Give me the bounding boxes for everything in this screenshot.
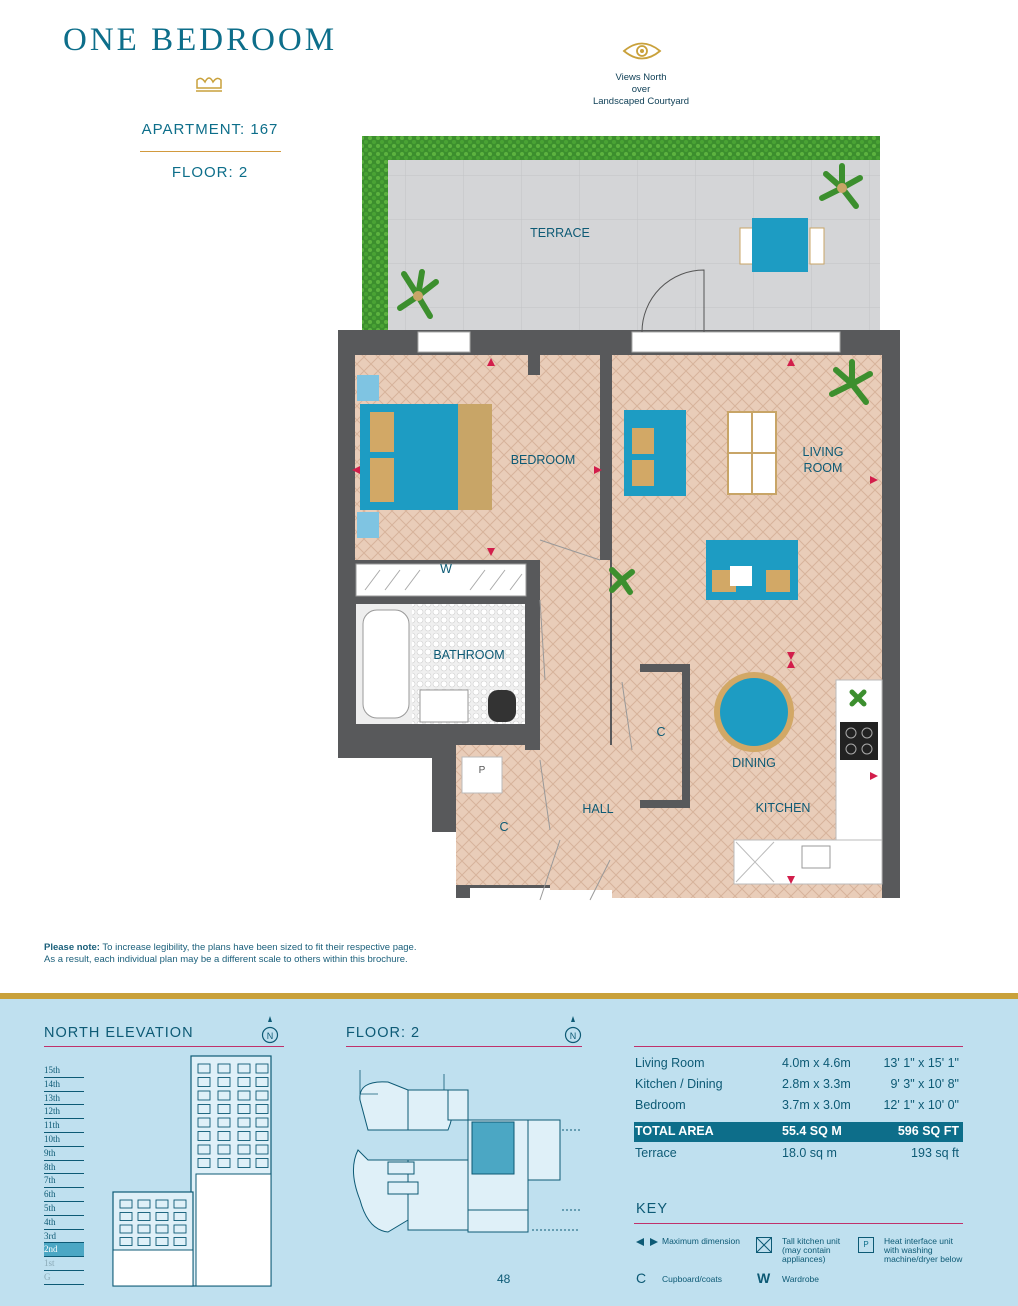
floor-index-row: 14th bbox=[44, 1078, 84, 1092]
wardrobe-letter: W bbox=[757, 1270, 771, 1286]
area-row-bedroom bbox=[634, 1096, 963, 1116]
area-table-rule bbox=[634, 1046, 963, 1047]
floor-index-row: 1st bbox=[44, 1257, 84, 1271]
page-title: ONE BEDROOM bbox=[63, 22, 338, 58]
views-line-1: Views North bbox=[615, 72, 667, 83]
floor-index-row: 10th bbox=[44, 1133, 84, 1147]
compass-letter-2: N bbox=[569, 1031, 577, 1041]
total-name: TOTAL AREA bbox=[635, 1124, 714, 1138]
area-name: Kitchen / Dining bbox=[635, 1077, 723, 1091]
key-title-rule bbox=[634, 1223, 963, 1224]
compass-north-icon bbox=[260, 1016, 280, 1044]
floor-index-row: 2nd bbox=[44, 1243, 84, 1257]
room-label-bedroom: BEDROOM bbox=[510, 453, 576, 467]
elevation-title-rule bbox=[44, 1046, 284, 1047]
terrace-imperial: 193 sq ft bbox=[911, 1146, 959, 1160]
room-label-kitchen: KITCHEN bbox=[755, 801, 811, 815]
tall-unit-line-2: (may contain bbox=[782, 1245, 831, 1255]
room-label-dining: DINING bbox=[732, 756, 776, 770]
area-row-living bbox=[634, 1054, 963, 1074]
page-number: 48 bbox=[497, 1272, 511, 1286]
room-label-cupboard-2: C bbox=[499, 820, 509, 834]
note-line-1: To increase legibility, the plans have been sized to fit their respective page. bbox=[99, 942, 417, 953]
living-label-line-2: ROOM bbox=[803, 461, 843, 475]
room-label-plant: P bbox=[478, 765, 486, 776]
key-wardrobe: Wardrobe bbox=[782, 1274, 820, 1284]
room-label-cupboard: C bbox=[656, 725, 666, 739]
area-imperial: 13' 1" x 15' 1" bbox=[883, 1056, 959, 1070]
views-line-3: Landscaped Courtyard bbox=[592, 96, 690, 107]
keyplan-title-rule bbox=[346, 1046, 582, 1047]
building-elevation-drawing bbox=[108, 1052, 278, 1288]
dining-table bbox=[714, 672, 794, 752]
note-label: Please note: bbox=[44, 942, 100, 953]
area-metric: 4.0m x 4.6m bbox=[782, 1056, 851, 1070]
key-title: KEY bbox=[636, 1201, 669, 1217]
area-row-kitchen bbox=[634, 1075, 963, 1095]
floor-index-row: 12th bbox=[44, 1105, 84, 1119]
terrace-name: Terrace bbox=[635, 1146, 677, 1160]
heat-unit-icon: P bbox=[858, 1237, 874, 1253]
floor-index bbox=[44, 1064, 84, 1286]
heat-unit-line-3: machine/dryer below bbox=[884, 1254, 963, 1264]
area-imperial: 9' 3" x 10' 8" bbox=[890, 1077, 959, 1091]
living-label-line-1: LIVING bbox=[802, 445, 844, 459]
area-metric: 2.8m x 3.3m bbox=[782, 1077, 851, 1091]
apartment-number: APARTMENT: 167 bbox=[141, 121, 279, 138]
compass-north-icon-2 bbox=[563, 1016, 583, 1044]
room-label-hall: HALL bbox=[582, 802, 614, 816]
floor-index-row: 15th bbox=[44, 1064, 84, 1078]
area-metric: 3.7m x 3.0m bbox=[782, 1098, 851, 1112]
area-name: Living Room bbox=[635, 1056, 705, 1070]
room-label-living bbox=[795, 444, 851, 476]
key-cupboard: Cupboard/coats bbox=[662, 1274, 723, 1284]
bathroom-fixtures bbox=[356, 604, 525, 724]
floor-index-row: 3rd bbox=[44, 1230, 84, 1244]
dimension-arrows-icon bbox=[636, 1237, 658, 1247]
key-heat-unit bbox=[884, 1237, 962, 1264]
north-elevation-title: NORTH ELEVATION bbox=[44, 1025, 194, 1041]
floor-index-row: 13th bbox=[44, 1092, 84, 1106]
compass-letter: N bbox=[266, 1031, 274, 1041]
room-label-wardrobe: W bbox=[440, 562, 452, 576]
floor-number: FLOOR: 2 bbox=[171, 164, 249, 181]
tall-unit-line-3: appliances) bbox=[782, 1254, 826, 1264]
views-line-2: over bbox=[631, 84, 651, 95]
floor-index-row: 5th bbox=[44, 1202, 84, 1216]
floor-index-row: 6th bbox=[44, 1188, 84, 1202]
floor-key-plan bbox=[348, 1070, 584, 1250]
heat-unit-line-2: with washing bbox=[884, 1245, 933, 1255]
room-label-bathroom: BATHROOM bbox=[433, 648, 505, 662]
cupboard-letter: C bbox=[636, 1270, 647, 1286]
tall-unit-icon bbox=[756, 1237, 772, 1253]
tall-unit-line-1: Tall kitchen unit bbox=[782, 1236, 841, 1246]
heat-unit-line-1: Heat interface unit bbox=[884, 1236, 953, 1246]
total-metric: 55.4 SQ M bbox=[782, 1124, 842, 1138]
floor-index-row: 8th bbox=[44, 1161, 84, 1175]
key-max-dimension: Maximum dimension bbox=[662, 1236, 740, 1246]
terrace-metric: 18.0 sq m bbox=[782, 1146, 837, 1160]
total-imperial: 596 SQ FT bbox=[897, 1124, 959, 1138]
floor-index-row: 4th bbox=[44, 1216, 84, 1230]
area-row-terrace bbox=[634, 1144, 963, 1164]
floor-index-row: 11th bbox=[44, 1119, 84, 1133]
note-line-2: As a result, each individual plan may be a different scale to others within this brochure. bbox=[44, 954, 408, 965]
keyplan-title: FLOOR: 2 bbox=[346, 1025, 421, 1041]
floor-index-row: 7th bbox=[44, 1174, 84, 1188]
key-tall-unit bbox=[782, 1237, 840, 1264]
legibility-note bbox=[44, 942, 416, 966]
room-label-terrace: TERRACE bbox=[530, 226, 590, 240]
area-name: Bedroom bbox=[635, 1098, 686, 1112]
floor-index-row: 9th bbox=[44, 1147, 84, 1161]
floor-index-row: G bbox=[44, 1271, 84, 1285]
area-row-total bbox=[634, 1122, 963, 1142]
area-imperial: 12' 1" x 10' 0" bbox=[883, 1098, 959, 1112]
